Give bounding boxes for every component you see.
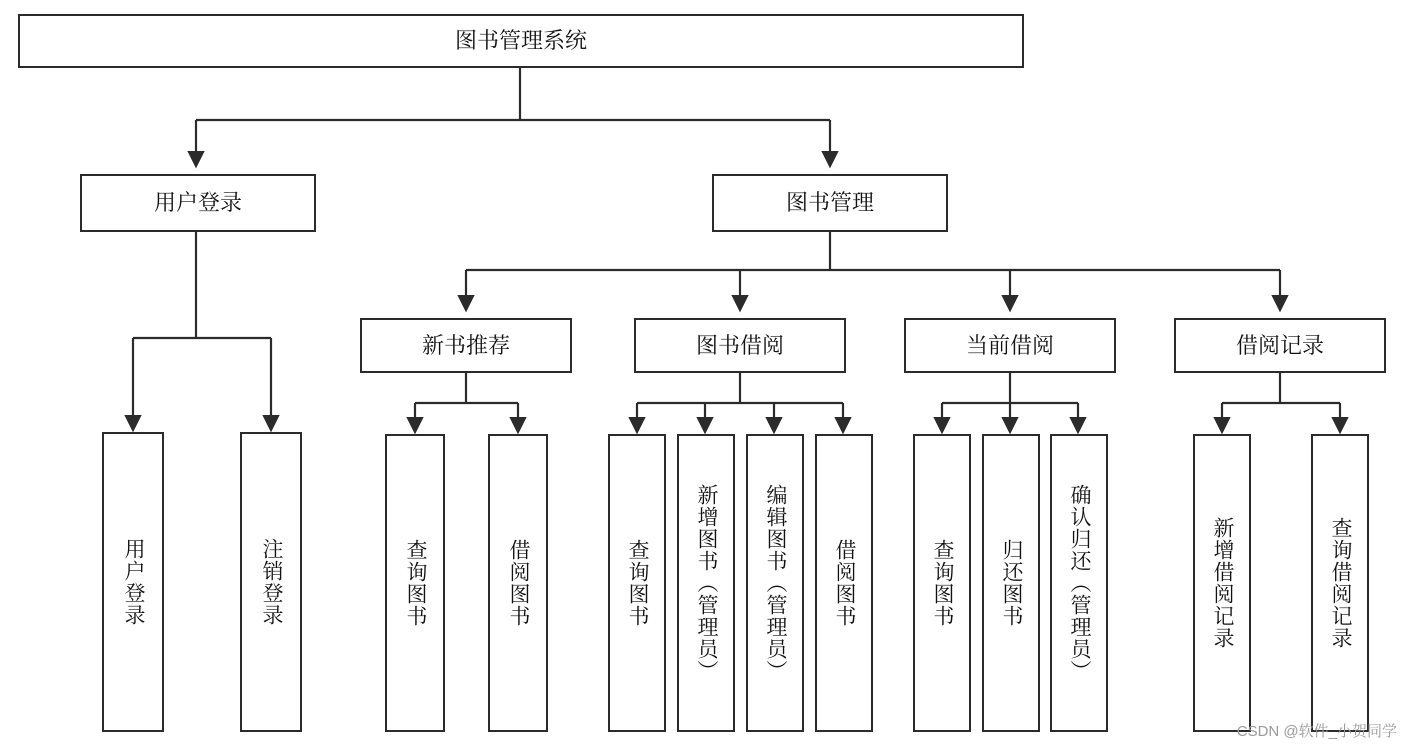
- node-book-borrow[interactable]: [634, 318, 846, 373]
- leaf-borrow-borrow-books[interactable]: [815, 434, 873, 732]
- leaf-current-return-books[interactable]: [982, 434, 1040, 732]
- leaf-newbook-query-books[interactable]: [385, 434, 445, 732]
- node-label: 借阅图书: [833, 539, 857, 627]
- node-label: 图书管理系统: [454, 28, 587, 54]
- node-label: 查询图书: [626, 539, 650, 627]
- node-borrow-records[interactable]: [1174, 318, 1386, 373]
- node-label: 图书管理: [785, 190, 874, 216]
- node-current-borrow[interactable]: [904, 318, 1116, 373]
- node-root[interactable]: [18, 14, 1024, 68]
- leaf-current-confirm-return-admin[interactable]: [1050, 434, 1108, 732]
- node-label: 新增借阅记录: [1211, 517, 1235, 649]
- node-new-book-recommend[interactable]: [360, 318, 572, 373]
- node-label: 归还图书: [1000, 539, 1024, 627]
- leaf-borrow-edit-book-admin[interactable]: [746, 434, 804, 732]
- node-label: 注销登录: [260, 538, 284, 626]
- node-label: 新增图书（管理员）: [695, 484, 719, 682]
- node-label: 借阅记录: [1235, 332, 1324, 358]
- leaf-newbook-borrow-books[interactable]: [488, 434, 548, 732]
- leaf-current-query-books[interactable]: [913, 434, 971, 732]
- node-label: 图书借阅: [695, 332, 784, 358]
- leaf-records-query-record[interactable]: [1311, 434, 1369, 732]
- node-label: 新书推荐: [421, 332, 510, 358]
- node-label: 查询图书: [404, 539, 428, 627]
- node-label: 借阅图书: [507, 539, 531, 627]
- node-label: 用户登录: [122, 538, 146, 626]
- node-book-management[interactable]: [712, 174, 948, 232]
- node-label: 编辑图书（管理员）: [764, 484, 788, 682]
- node-label: 当前借阅: [965, 332, 1054, 358]
- leaf-borrow-query-books[interactable]: [608, 434, 666, 732]
- leaf-records-add-record[interactable]: [1193, 434, 1251, 732]
- leaf-logout[interactable]: [240, 432, 302, 732]
- node-label: 查询图书: [931, 539, 955, 627]
- node-label: 用户登录: [153, 190, 242, 216]
- node-user-login[interactable]: [80, 174, 316, 232]
- node-label: 查询借阅记录: [1329, 517, 1353, 649]
- leaf-user-login[interactable]: [102, 432, 164, 732]
- watermark-text: CSDN @软件_小贺同学: [1236, 723, 1397, 740]
- node-label: 确认归还（管理员）: [1068, 484, 1092, 682]
- leaf-borrow-add-book-admin[interactable]: [677, 434, 735, 732]
